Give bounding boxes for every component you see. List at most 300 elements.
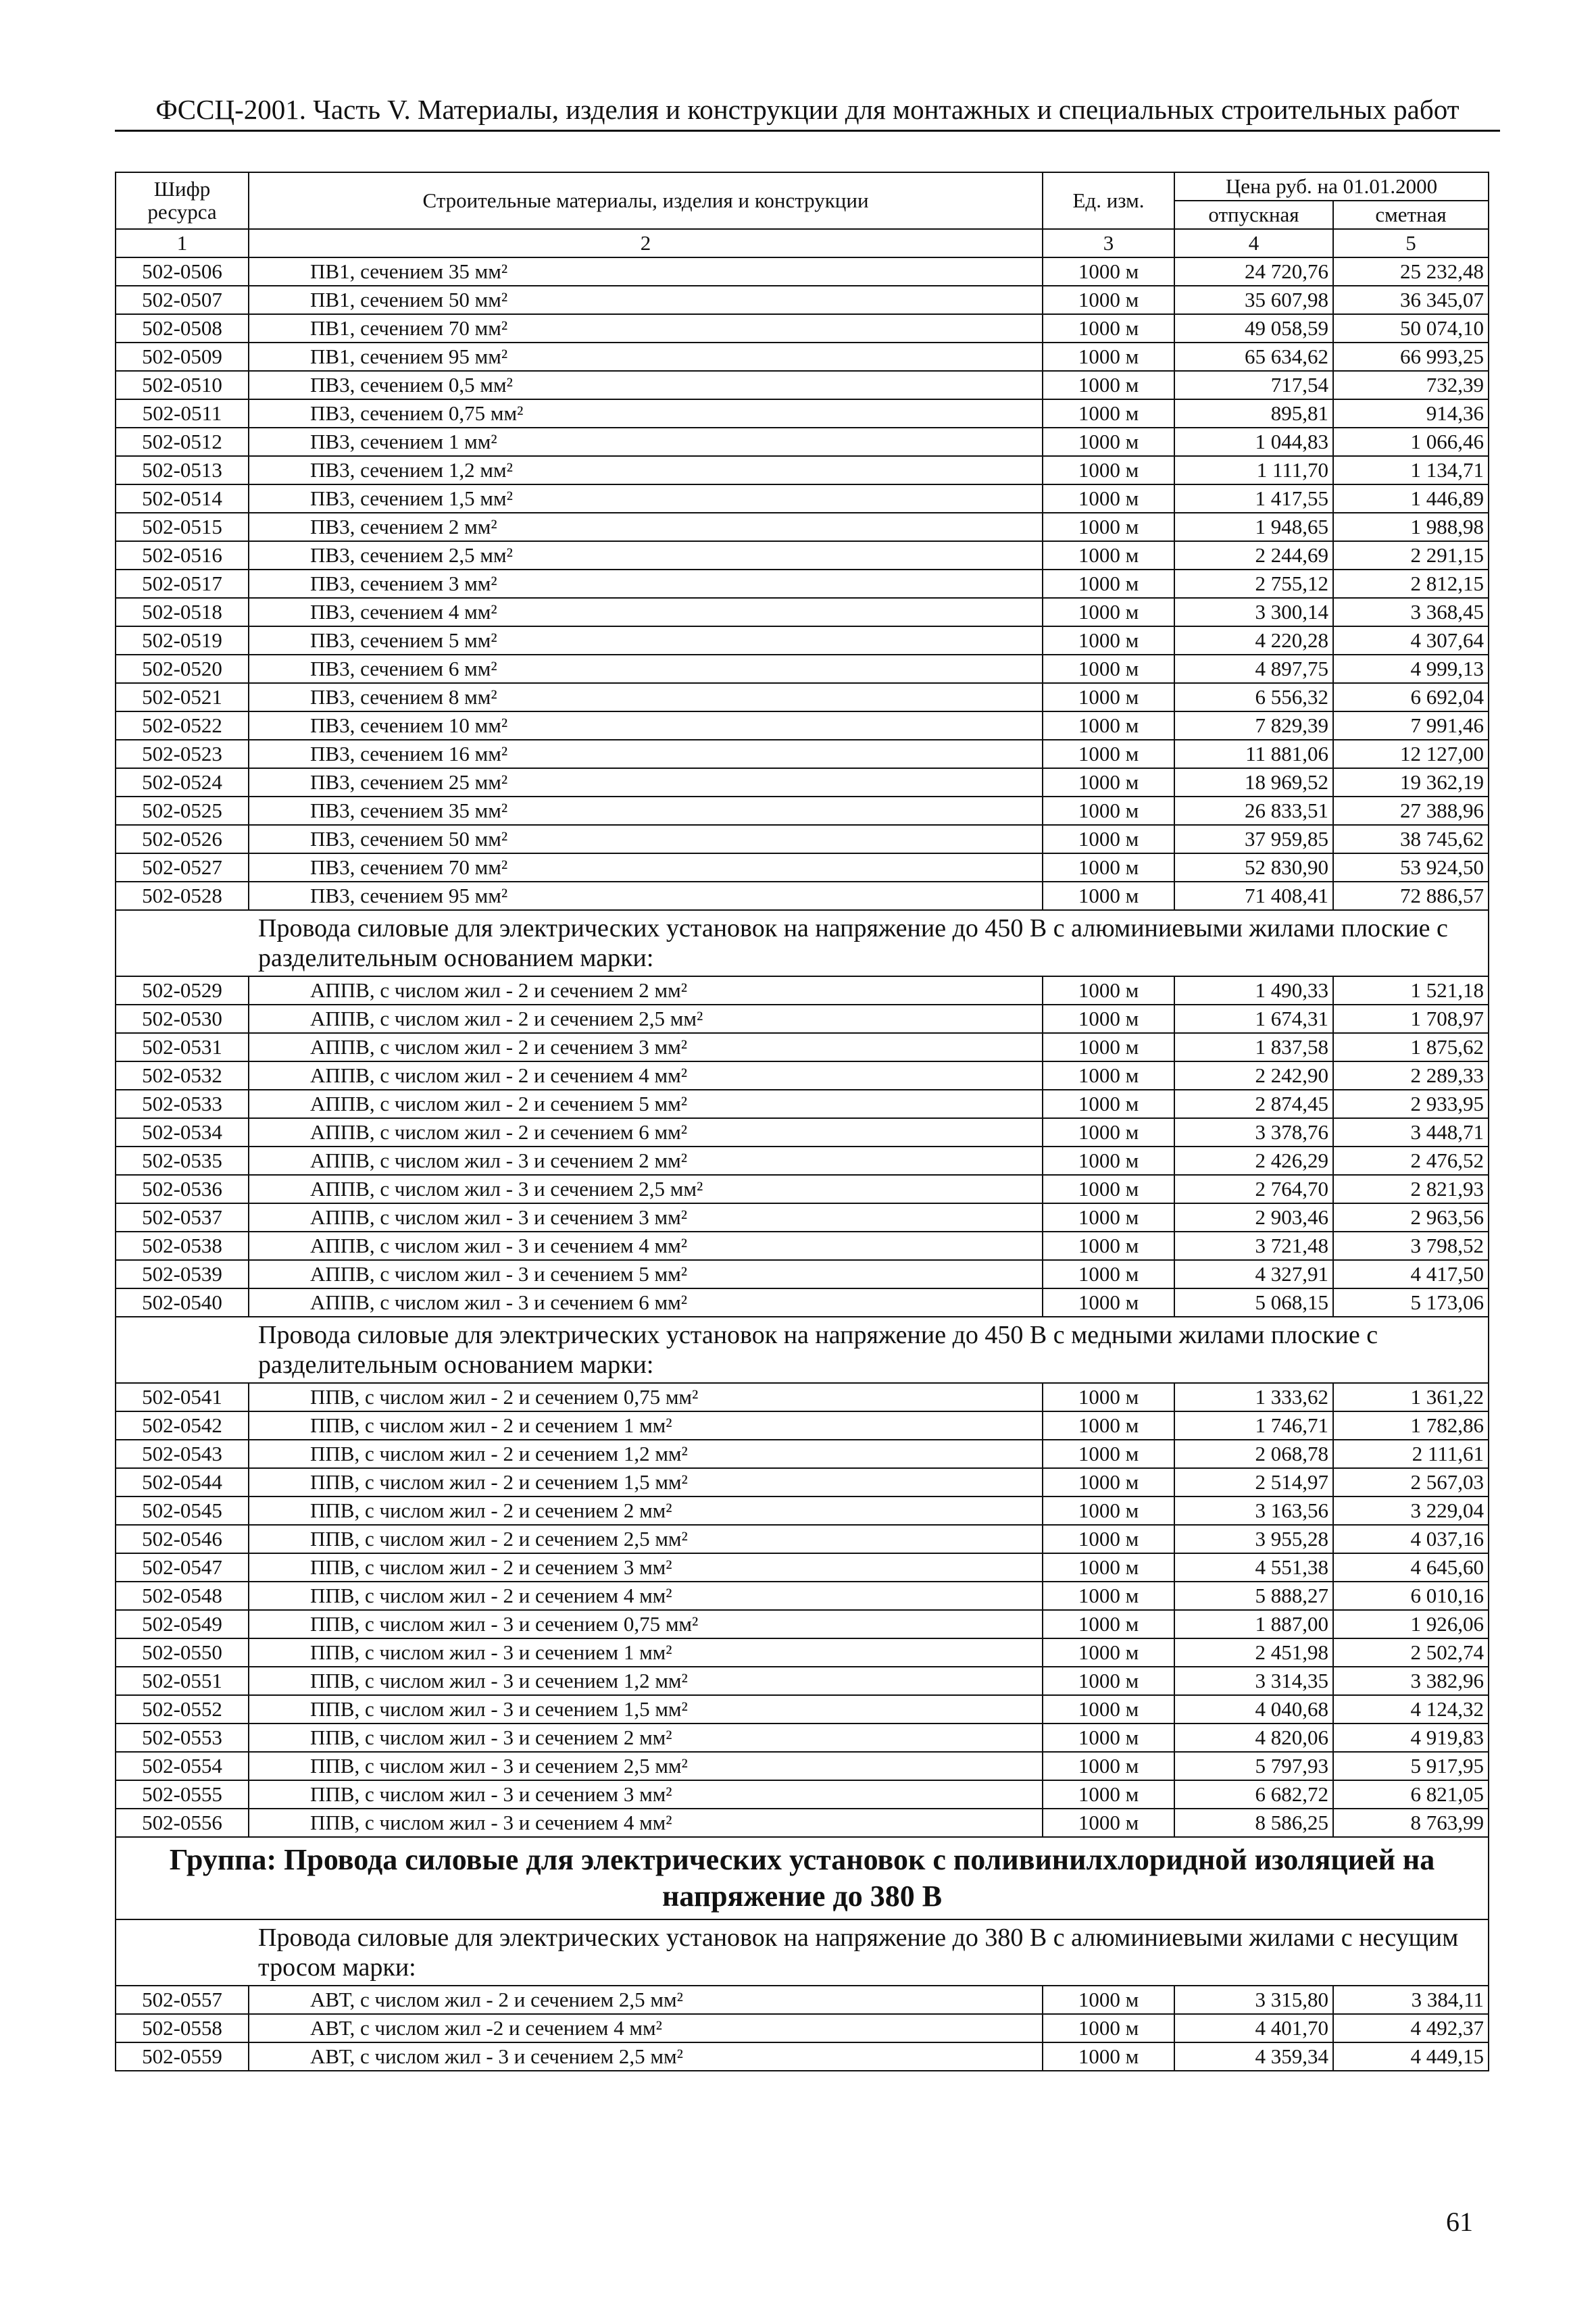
material-name: ППВ, с числом жил - 3 и сечением 1 мм²: [249, 1638, 1043, 1667]
estimate-price: 25 232,48: [1333, 257, 1489, 286]
table-row: [116, 1809, 1489, 1837]
material-name: ПВ3, сечением 6 мм²: [249, 655, 1043, 683]
resource-code: 502-0510: [116, 371, 249, 399]
material-name: ПВ3, сечением 4 мм²: [249, 598, 1043, 626]
table-row: [116, 1695, 1489, 1724]
estimate-price: 4 417,50: [1333, 1260, 1489, 1288]
material-name: ППВ, с числом жил - 2 и сечением 1,2 мм²: [249, 1440, 1043, 1468]
section-heading-row: [116, 910, 1489, 976]
col-release-price-header: отпускная: [1174, 201, 1333, 229]
resource-code: 502-0542: [116, 1411, 249, 1440]
unit: 1000 м: [1043, 1809, 1174, 1837]
release-price: 2 874,45: [1174, 1090, 1333, 1118]
resource-code: 502-0547: [116, 1553, 249, 1582]
release-price: 4 820,06: [1174, 1724, 1333, 1752]
unit: 1000 м: [1043, 598, 1174, 626]
material-name: ПВ3, сечением 5 мм²: [249, 626, 1043, 655]
release-price: 1 333,62: [1174, 1383, 1333, 1411]
table-row: [116, 2042, 1489, 2071]
release-price: 8 586,25: [1174, 1809, 1333, 1837]
resource-code: 502-0548: [116, 1582, 249, 1610]
estimate-price: 732,39: [1333, 371, 1489, 399]
release-price: 49 058,59: [1174, 314, 1333, 343]
resource-code: 502-0507: [116, 286, 249, 314]
table-row: [116, 257, 1489, 286]
unit: 1000 м: [1043, 1383, 1174, 1411]
unit: 1000 м: [1043, 1005, 1174, 1033]
material-name: АППВ, с числом жил - 2 и сечением 6 мм²: [249, 1118, 1043, 1147]
table-row: [116, 1061, 1489, 1090]
release-price: 1 837,58: [1174, 1033, 1333, 1061]
estimate-price: 27 388,96: [1333, 797, 1489, 825]
unit: 1000 м: [1043, 513, 1174, 541]
release-price: 1 674,31: [1174, 1005, 1333, 1033]
resource-code: 502-0506: [116, 257, 249, 286]
material-name: ПВ1, сечением 50 мм²: [249, 286, 1043, 314]
estimate-price: 1 708,97: [1333, 1005, 1489, 1033]
release-price: 2 242,90: [1174, 1061, 1333, 1090]
unit: 1000 м: [1043, 740, 1174, 768]
estimate-price: 4 999,13: [1333, 655, 1489, 683]
estimate-price: 2 963,56: [1333, 1203, 1489, 1232]
unit: 1000 м: [1043, 655, 1174, 683]
resource-code: 502-0521: [116, 683, 249, 711]
release-price: 1 417,55: [1174, 484, 1333, 513]
resource-code: 502-0557: [116, 1986, 249, 2014]
release-price: 6 682,72: [1174, 1780, 1333, 1809]
estimate-price: 2 291,15: [1333, 541, 1489, 570]
release-price: 3 955,28: [1174, 1525, 1333, 1553]
table-row: [116, 428, 1489, 456]
resource-code: 502-0551: [116, 1667, 249, 1695]
table-row: [116, 1582, 1489, 1610]
material-name: ПВ3, сечением 10 мм²: [249, 711, 1043, 740]
material-name: АППВ, с числом жил - 3 и сечением 2,5 мм²: [249, 1175, 1043, 1203]
resource-code: 502-0535: [116, 1147, 249, 1175]
table-row: [116, 1638, 1489, 1667]
table-row: [116, 976, 1489, 1005]
unit: 1000 м: [1043, 257, 1174, 286]
unit: 1000 м: [1043, 1724, 1174, 1752]
resource-code: 502-0512: [116, 428, 249, 456]
material-name: ПВ3, сечением 2 мм²: [249, 513, 1043, 541]
resource-code: 502-0514: [116, 484, 249, 513]
material-name: ПВ3, сечением 35 мм²: [249, 797, 1043, 825]
resource-code: 502-0533: [116, 1090, 249, 1118]
release-price: 71 408,41: [1174, 882, 1333, 910]
col-index: 3: [1043, 229, 1174, 257]
table-row: [116, 399, 1489, 428]
resource-code: 502-0526: [116, 825, 249, 853]
col-name-header: Строительные материалы, изделия и конструкции: [249, 172, 1043, 229]
estimate-price: 1 782,86: [1333, 1411, 1489, 1440]
table-row: [116, 1005, 1489, 1033]
resource-code: 502-0517: [116, 570, 249, 598]
release-price: 4 359,34: [1174, 2042, 1333, 2071]
unit: 1000 м: [1043, 853, 1174, 882]
table-row: [116, 1260, 1489, 1288]
material-name: АППВ, с числом жил - 3 и сечением 4 мм²: [249, 1232, 1043, 1260]
group-heading: Группа: Провода силовые для электрических установок с поливинилхлоридной изоляцией на напряжение до 380 В: [116, 1837, 1489, 1919]
estimate-price: 3 798,52: [1333, 1232, 1489, 1260]
resource-code: 502-0534: [116, 1118, 249, 1147]
material-name: ПВ3, сечением 1 мм²: [249, 428, 1043, 456]
estimate-price: 3 448,71: [1333, 1118, 1489, 1147]
section-heading: Провода силовые для электрических установок на напряжение до 450 В с алюминиевыми жилами плоские с разделительным основанием марки:: [116, 910, 1489, 976]
estimate-price: 3 368,45: [1333, 598, 1489, 626]
table-row: [116, 1468, 1489, 1496]
unit: 1000 м: [1043, 570, 1174, 598]
estimate-price: 3 229,04: [1333, 1496, 1489, 1525]
col-unit-header: Ед. изм.: [1043, 172, 1174, 229]
release-price: 3 721,48: [1174, 1232, 1333, 1260]
estimate-price: 50 074,10: [1333, 314, 1489, 343]
unit: 1000 м: [1043, 1582, 1174, 1610]
table-row: [116, 541, 1489, 570]
material-name: АВТ, с числом жил - 3 и сечением 2,5 мм²: [249, 2042, 1043, 2071]
release-price: 1 044,83: [1174, 428, 1333, 456]
estimate-price: 4 037,16: [1333, 1525, 1489, 1553]
material-name: ПВ3, сечением 0,75 мм²: [249, 399, 1043, 428]
page-number: 61: [1446, 2207, 1473, 2237]
material-name: ППВ, с числом жил - 2 и сечением 4 мм²: [249, 1582, 1043, 1610]
group-heading-row: [116, 1837, 1489, 1919]
estimate-price: 2 933,95: [1333, 1090, 1489, 1118]
resource-code: 502-0540: [116, 1288, 249, 1317]
column-index-row: [116, 229, 1489, 257]
table-row: [116, 1033, 1489, 1061]
resource-code: 502-0546: [116, 1525, 249, 1553]
release-price: 4 040,68: [1174, 1695, 1333, 1724]
table-row: [116, 343, 1489, 371]
release-price: 3 314,35: [1174, 1667, 1333, 1695]
col-index: 1: [116, 229, 249, 257]
col-estimate-price-header: сметная: [1333, 201, 1489, 229]
table-row: [116, 626, 1489, 655]
estimate-price: 1 521,18: [1333, 976, 1489, 1005]
release-price: 1 948,65: [1174, 513, 1333, 541]
release-price: 18 969,52: [1174, 768, 1333, 797]
table-row: [116, 740, 1489, 768]
col-index: 5: [1333, 229, 1489, 257]
table-row: [116, 1553, 1489, 1582]
unit: 1000 м: [1043, 1260, 1174, 1288]
unit: 1000 м: [1043, 683, 1174, 711]
resource-code: 502-0530: [116, 1005, 249, 1033]
resource-code: 502-0543: [116, 1440, 249, 1468]
release-price: 4 897,75: [1174, 655, 1333, 683]
material-name: АППВ, с числом жил - 2 и сечением 3 мм²: [249, 1033, 1043, 1061]
table-row: [116, 853, 1489, 882]
unit: 1000 м: [1043, 1752, 1174, 1780]
release-price: 7 829,39: [1174, 711, 1333, 740]
material-name: ПВ1, сечением 95 мм²: [249, 343, 1043, 371]
resource-code: 502-0523: [116, 740, 249, 768]
release-price: 2 426,29: [1174, 1147, 1333, 1175]
estimate-price: 72 886,57: [1333, 882, 1489, 910]
estimate-price: 2 821,93: [1333, 1175, 1489, 1203]
unit: 1000 м: [1043, 1468, 1174, 1496]
material-name: ППВ, с числом жил - 3 и сечением 1,2 мм²: [249, 1667, 1043, 1695]
unit: 1000 м: [1043, 1175, 1174, 1203]
resource-code: 502-0555: [116, 1780, 249, 1809]
resource-code: 502-0524: [116, 768, 249, 797]
estimate-price: 1 875,62: [1333, 1033, 1489, 1061]
table-row: [116, 1752, 1489, 1780]
estimate-price: 4 124,32: [1333, 1695, 1489, 1724]
estimate-price: 1 361,22: [1333, 1383, 1489, 1411]
resource-price-table: [115, 172, 1489, 2071]
release-price: 1 111,70: [1174, 456, 1333, 484]
release-price: 895,81: [1174, 399, 1333, 428]
release-price: 2 903,46: [1174, 1203, 1333, 1232]
release-price: 4 327,91: [1174, 1260, 1333, 1288]
material-name: ППВ, с числом жил - 2 и сечением 0,75 мм²: [249, 1383, 1043, 1411]
table-row: [116, 484, 1489, 513]
estimate-price: 914,36: [1333, 399, 1489, 428]
unit: 1000 м: [1043, 1667, 1174, 1695]
unit: 1000 м: [1043, 428, 1174, 456]
table-row: [116, 797, 1489, 825]
unit: 1000 м: [1043, 1203, 1174, 1232]
unit: 1000 м: [1043, 825, 1174, 853]
estimate-price: 7 991,46: [1333, 711, 1489, 740]
table-row: [116, 1780, 1489, 1809]
resource-code: 502-0541: [116, 1383, 249, 1411]
resource-code: 502-0559: [116, 2042, 249, 2071]
release-price: 3 163,56: [1174, 1496, 1333, 1525]
release-price: 3 315,80: [1174, 1986, 1333, 2014]
material-name: ППВ, с числом жил - 2 и сечением 3 мм²: [249, 1553, 1043, 1582]
table-row: [116, 1232, 1489, 1260]
unit: 1000 м: [1043, 1610, 1174, 1638]
unit: 1000 м: [1043, 1288, 1174, 1317]
release-price: 35 607,98: [1174, 286, 1333, 314]
material-name: ППВ, с числом жил - 2 и сечением 1 мм²: [249, 1411, 1043, 1440]
material-name: ПВ3, сечением 8 мм²: [249, 683, 1043, 711]
estimate-price: 1 988,98: [1333, 513, 1489, 541]
table-row: [116, 825, 1489, 853]
resource-code: 502-0511: [116, 399, 249, 428]
material-name: АППВ, с числом жил - 2 и сечением 2,5 мм²: [249, 1005, 1043, 1033]
release-price: 5 068,15: [1174, 1288, 1333, 1317]
material-name: ППВ, с числом жил - 3 и сечением 4 мм²: [249, 1809, 1043, 1837]
estimate-price: 4 307,64: [1333, 626, 1489, 655]
release-price: 4 551,38: [1174, 1553, 1333, 1582]
material-name: АППВ, с числом жил - 3 и сечением 3 мм²: [249, 1203, 1043, 1232]
resource-code: 502-0545: [116, 1496, 249, 1525]
material-name: АППВ, с числом жил - 2 и сечением 5 мм²: [249, 1090, 1043, 1118]
table-row: [116, 570, 1489, 598]
estimate-price: 3 384,11: [1333, 1986, 1489, 2014]
release-price: 52 830,90: [1174, 853, 1333, 882]
release-price: 3 300,14: [1174, 598, 1333, 626]
unit: 1000 м: [1043, 1525, 1174, 1553]
table-row: [116, 1118, 1489, 1147]
material-name: ПВ1, сечением 70 мм²: [249, 314, 1043, 343]
unit: 1000 м: [1043, 1411, 1174, 1440]
resource-code: 502-0558: [116, 2014, 249, 2042]
estimate-price: 8 763,99: [1333, 1809, 1489, 1837]
material-name: АВТ, с числом жил - 2 и сечением 2,5 мм²: [249, 1986, 1043, 2014]
unit: 1000 м: [1043, 797, 1174, 825]
unit: 1000 м: [1043, 2042, 1174, 2071]
resource-code: 502-0539: [116, 1260, 249, 1288]
resource-code: 502-0527: [116, 853, 249, 882]
unit: 1000 м: [1043, 1118, 1174, 1147]
material-name: ПВ3, сечением 1,5 мм²: [249, 484, 1043, 513]
unit: 1000 м: [1043, 1695, 1174, 1724]
material-name: АППВ, с числом жил - 2 и сечением 4 мм²: [249, 1061, 1043, 1090]
unit: 1000 м: [1043, 1638, 1174, 1667]
table-row: [116, 1724, 1489, 1752]
table-row: [116, 1175, 1489, 1203]
table-row: [116, 1496, 1489, 1525]
unit: 1000 м: [1043, 456, 1174, 484]
unit: 1000 м: [1043, 711, 1174, 740]
table-row: [116, 768, 1489, 797]
estimate-price: 4 645,60: [1333, 1553, 1489, 1582]
resource-code: 502-0528: [116, 882, 249, 910]
release-price: 5 797,93: [1174, 1752, 1333, 1780]
resource-code: 502-0529: [116, 976, 249, 1005]
resource-code: 502-0538: [116, 1232, 249, 1260]
unit: 1000 м: [1043, 1090, 1174, 1118]
section-heading-row: [116, 1919, 1489, 1986]
unit: 1000 м: [1043, 768, 1174, 797]
table-row: [116, 1986, 1489, 2014]
estimate-price: 6 821,05: [1333, 1780, 1489, 1809]
material-name: АВТ, с числом жил -2 и сечением 4 мм²: [249, 2014, 1043, 2042]
resource-code: 502-0531: [116, 1033, 249, 1061]
table-row: [116, 882, 1489, 910]
resource-code: 502-0532: [116, 1061, 249, 1090]
unit: 1000 м: [1043, 1496, 1174, 1525]
table-row: [116, 655, 1489, 683]
resource-code: 502-0550: [116, 1638, 249, 1667]
estimate-price: 1 134,71: [1333, 456, 1489, 484]
material-name: АППВ, с числом жил - 3 и сечением 5 мм²: [249, 1260, 1043, 1288]
table-row: [116, 1440, 1489, 1468]
unit: 1000 м: [1043, 541, 1174, 570]
release-price: 1 746,71: [1174, 1411, 1333, 1440]
estimate-price: 2 289,33: [1333, 1061, 1489, 1090]
col-code-header: Шифр ресурса: [116, 172, 249, 229]
release-price: 11 881,06: [1174, 740, 1333, 768]
table-row: [116, 513, 1489, 541]
release-price: 2 764,70: [1174, 1175, 1333, 1203]
estimate-price: 38 745,62: [1333, 825, 1489, 853]
release-price: 2 451,98: [1174, 1638, 1333, 1667]
estimate-price: 2 476,52: [1333, 1147, 1489, 1175]
resource-code: 502-0519: [116, 626, 249, 655]
estimate-price: 1 066,46: [1333, 428, 1489, 456]
table-row: [116, 2014, 1489, 2042]
table-row: [116, 1525, 1489, 1553]
release-price: 4 220,28: [1174, 626, 1333, 655]
resource-code: 502-0552: [116, 1695, 249, 1724]
resource-code: 502-0516: [116, 541, 249, 570]
estimate-price: 6 692,04: [1333, 683, 1489, 711]
estimate-price: 2 502,74: [1333, 1638, 1489, 1667]
table-row: [116, 371, 1489, 399]
material-name: ППВ, с числом жил - 2 и сечением 2 мм²: [249, 1496, 1043, 1525]
release-price: 24 720,76: [1174, 257, 1333, 286]
material-name: ПВ3, сечением 70 мм²: [249, 853, 1043, 882]
unit: 1000 м: [1043, 626, 1174, 655]
resource-code: 502-0525: [116, 797, 249, 825]
table-row: [116, 1147, 1489, 1175]
estimate-price: 1 926,06: [1333, 1610, 1489, 1638]
unit: 1000 м: [1043, 371, 1174, 399]
unit: 1000 м: [1043, 882, 1174, 910]
resource-code: 502-0518: [116, 598, 249, 626]
table-row: [116, 711, 1489, 740]
material-name: ПВ3, сечением 95 мм²: [249, 882, 1043, 910]
material-name: ПВ3, сечением 16 мм²: [249, 740, 1043, 768]
table-row: [116, 456, 1489, 484]
estimate-price: 66 993,25: [1333, 343, 1489, 371]
estimate-price: 4 492,37: [1333, 2014, 1489, 2042]
material-name: АППВ, с числом жил - 3 и сечением 2 мм²: [249, 1147, 1043, 1175]
unit: 1000 м: [1043, 1061, 1174, 1090]
estimate-price: 5 917,95: [1333, 1752, 1489, 1780]
estimate-price: 4 449,15: [1333, 2042, 1489, 2071]
estimate-price: 2 111,61: [1333, 1440, 1489, 1468]
estimate-price: 4 919,83: [1333, 1724, 1489, 1752]
material-name: ПВ3, сечением 25 мм²: [249, 768, 1043, 797]
estimate-price: 1 446,89: [1333, 484, 1489, 513]
material-name: ППВ, с числом жил - 3 и сечением 0,75 мм²: [249, 1610, 1043, 1638]
resource-code: 502-0509: [116, 343, 249, 371]
release-price: 1 887,00: [1174, 1610, 1333, 1638]
unit: 1000 м: [1043, 399, 1174, 428]
resource-code: 502-0508: [116, 314, 249, 343]
material-name: ПВ3, сечением 2,5 мм²: [249, 541, 1043, 570]
material-name: ПВ3, сечением 0,5 мм²: [249, 371, 1043, 399]
unit: 1000 м: [1043, 1033, 1174, 1061]
material-name: ППВ, с числом жил - 3 и сечением 1,5 мм²: [249, 1695, 1043, 1724]
section-heading: Провода силовые для электрических установок на напряжение до 450 В с медными жилами плоские с разделительным основанием марки:: [116, 1317, 1489, 1383]
table-row: [116, 286, 1489, 314]
material-name: ПВ1, сечением 35 мм²: [249, 257, 1043, 286]
table-row: [116, 1411, 1489, 1440]
unit: 1000 м: [1043, 1780, 1174, 1809]
table-row: [116, 683, 1489, 711]
material-name: ППВ, с числом жил - 2 и сечением 1,5 мм²: [249, 1468, 1043, 1496]
unit: 1000 м: [1043, 484, 1174, 513]
table-row: [116, 1288, 1489, 1317]
unit: 1000 м: [1043, 976, 1174, 1005]
unit: 1000 м: [1043, 1553, 1174, 1582]
resource-code: 502-0520: [116, 655, 249, 683]
col-index: 4: [1174, 229, 1333, 257]
release-price: 37 959,85: [1174, 825, 1333, 853]
estimate-price: 36 345,07: [1333, 286, 1489, 314]
estimate-price: 2 812,15: [1333, 570, 1489, 598]
table-row: [116, 314, 1489, 343]
resource-code: 502-0549: [116, 1610, 249, 1638]
estimate-price: 12 127,00: [1333, 740, 1489, 768]
table-row: [116, 1667, 1489, 1695]
section-heading-row: [116, 1317, 1489, 1383]
resource-code: 502-0537: [116, 1203, 249, 1232]
estimate-price: 3 382,96: [1333, 1667, 1489, 1695]
estimate-price: 5 173,06: [1333, 1288, 1489, 1317]
resource-code: 502-0556: [116, 1809, 249, 1837]
release-price: 1 490,33: [1174, 976, 1333, 1005]
resource-code: 502-0513: [116, 456, 249, 484]
